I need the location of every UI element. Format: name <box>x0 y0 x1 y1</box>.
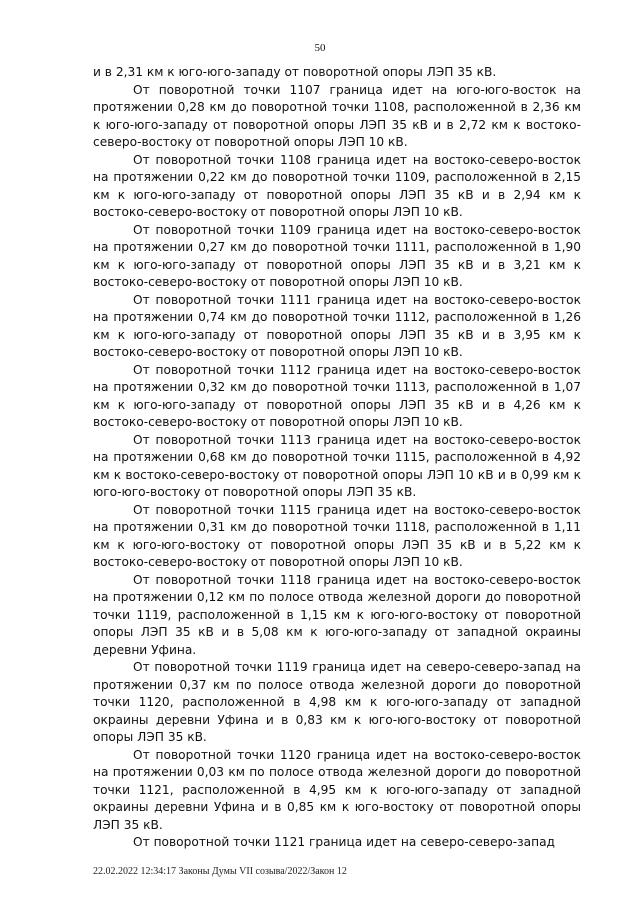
footer-stamp: 22.02.2022 12:34:17 Законы Думы VII созыва/2022/Закон 12 <box>93 866 347 877</box>
paragraph-last: От поворотной точки 1121 граница идет на северо-северо-запад <box>133 835 555 849</box>
paragraph: От поворотной точки 1111 граница идет на востоко-северо-восток на протяжении 0,74 км до поворотной точки 1112, расположенной в 1,26 км к юго-юго-западу от поворотной опоры ЛЭП 35 кВ и в 3,95 км к востоко-северо-востоку от поворотной опоры ЛЭП 10 кВ. <box>93 292 581 359</box>
paragraph: От поворотной точки 1112 граница идет на востоко-северо-восток на протяжении 0,32 км до поворотной точки 1113, расположенной в 1,07 км к юго-юго-западу от поворотной опоры ЛЭП 35 кВ и в 4,26 км к востоко-северо-востоку от поворотной опоры ЛЭП 10 кВ. <box>93 362 581 429</box>
paragraph-continuation: и в 2,31 км к юго-юго-западу от поворотной опоры ЛЭП 35 кВ. <box>93 65 497 79</box>
paragraph: От поворотной точки 1107 граница идет на юго-юго-восток на протяжении 0,28 км до поворотной точки 1108, расположенной в 2,36 км к юго-юго-западу от поворотной опоры ЛЭП 35 кВ и в 2,72 км к востоко-северо-востоку от поворотной опоры ЛЭП 10 кВ. <box>93 82 581 149</box>
paragraph: От поворотной точки 1109 граница идет на востоко-северо-восток на протяжении 0,27 км до поворотной точки 1111, расположенной в 1,90 км к юго-юго-западу от поворотной опоры ЛЭП 35 кВ и в 3,21 км к востоко-северо-востоку от поворотной опоры ЛЭП 10 кВ. <box>93 222 581 289</box>
paragraph: От поворотной точки 1115 граница идет на востоко-северо-восток на протяжении 0,31 км до поворотной точки 1118, расположенной в 1,11 км к юго-юго-востоку от поворотной опоры ЛЭП 35 кВ и в 5,22 км к востоко-северо-востоку от поворотной опоры ЛЭП 10 кВ. <box>93 502 581 569</box>
page-number: 50 <box>314 42 326 54</box>
paragraph: От поворотной точки 1113 граница идет на востоко-северо-восток на протяжении 0,68 км до поворотной точки 1115, расположенной в 4,92 км к востоко-северо-востоку от поворотной опоры ЛЭП 10 кВ и в 0,99 км к юго-юго-востоку от поворотной опоры ЛЭП 35 кВ. <box>93 432 581 499</box>
paragraph: От поворотной точки 1118 граница идет на востоко-северо-восток на протяжении 0,12 км по полосе отвода железной дороги до поворотной точки 1119, расположенной в 1,15 км к юго-юго-востоку от поворотной опоры ЛЭП 35 кВ и в 5,08 км к юго-юго-западу от западной окраины деревни Уфина. <box>93 572 581 657</box>
paragraph: От поворотной точки 1120 граница идет на востоко-северо-восток на протяжении 0,03 км по полосе отвода железной дороги до поворотной точки 1121, расположенной в 4,95 км к юго-юго-западу от западной окраины деревни Уфина и в 0,85 км к юго-востоку от поворотной опоры ЛЭП 35 кВ. <box>93 747 581 832</box>
paragraph: От поворотной точки 1119 граница идет на северо-северо-запад на протяжении 0,37 км по полосе отвода железной дороги до поворотной точки 1120, расположенной в 4,98 км к юго-юго-западу от западной окраины деревни Уфина и в 0,83 км к юго-юго-востоку от поворотной опоры ЛЭП 35 кВ. <box>93 660 581 744</box>
paragraph: От поворотной точки 1108 граница идет на востоко-северо-восток на протяжении 0,22 км до поворотной точки 1109, расположенной в 2,15 км к юго-юго-западу от поворотной опоры ЛЭП 35 кВ и в 2,94 км к востоко-северо-востоку от поворотной опоры ЛЭП 10 кВ. <box>93 152 581 219</box>
document-body <box>93 64 581 852</box>
